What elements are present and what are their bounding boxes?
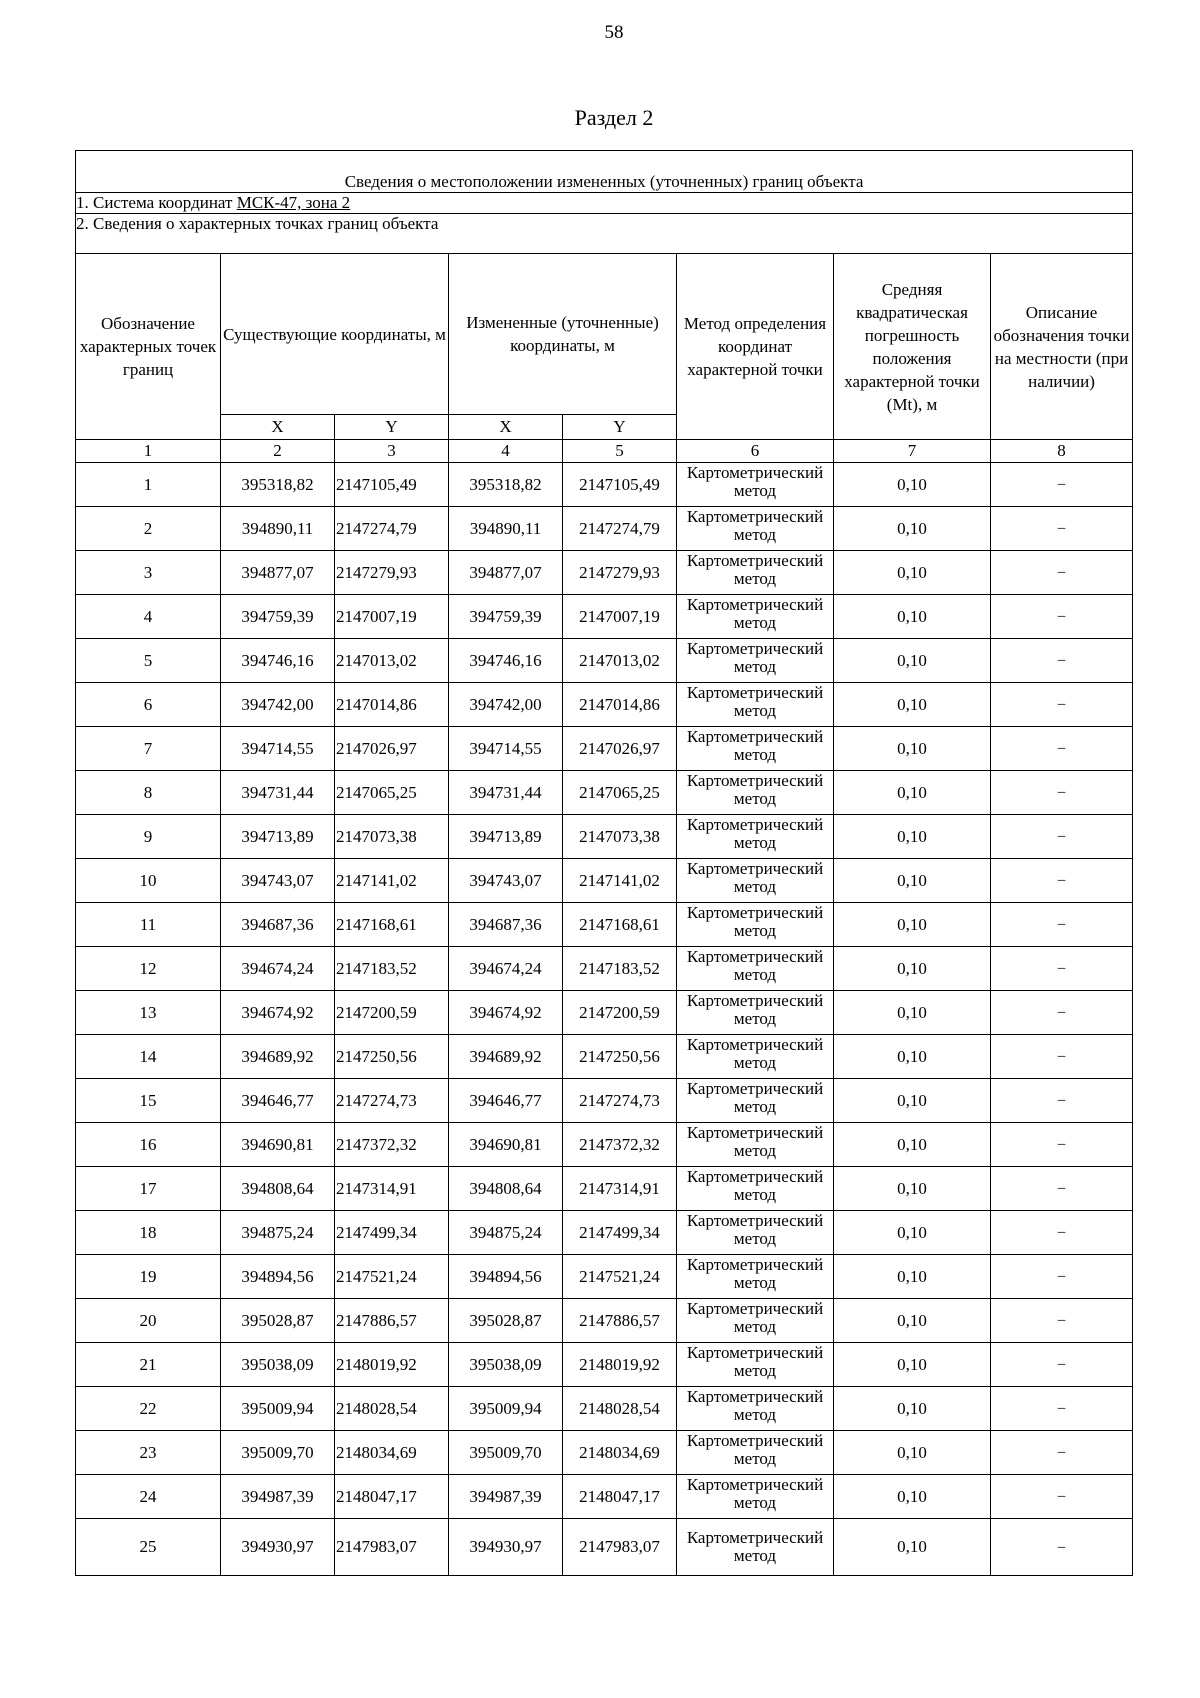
table-caption: Сведения о местоположении измененных (уточненных) границ объекта [76,151,1133,193]
existing-x-cell: 394875,24 [221,1211,335,1255]
existing-y-cell: 2147168,61 [335,903,449,947]
boundary-points-table [75,150,1133,1576]
changed-x-cell: 394689,92 [449,1035,563,1079]
point-number-cell: 2 [76,507,221,551]
method-cell: Картометрический метод [677,1431,834,1475]
existing-y-cell: 2147983,07 [335,1519,449,1576]
existing-y-cell: 2148047,17 [335,1475,449,1519]
description-cell: – [991,463,1133,507]
changed-y-cell: 2147168,61 [563,903,677,947]
existing-y-cell: 2147007,19 [335,595,449,639]
header-method: Метод определения координат характерной точки [677,254,834,440]
table-row [76,507,1133,551]
changed-x-cell: 395318,82 [449,463,563,507]
point-number-cell: 8 [76,771,221,815]
changed-y-cell: 2147007,19 [563,595,677,639]
description-cell: – [991,1387,1133,1431]
changed-y-cell: 2147026,97 [563,727,677,771]
method-cell: Картометрический метод [677,815,834,859]
mean-error-cell: 0,10 [834,463,991,507]
method-cell: Картометрический метод [677,947,834,991]
table-row [76,1299,1133,1343]
method-cell: Картометрический метод [677,595,834,639]
existing-y-cell: 2147065,25 [335,771,449,815]
column-numbers-row [76,440,1133,463]
changed-y-cell: 2147200,59 [563,991,677,1035]
table-row [76,1123,1133,1167]
existing-x-cell: 395009,94 [221,1387,335,1431]
existing-x-cell: 394713,89 [221,815,335,859]
column-number: 6 [677,440,834,463]
point-number-cell: 23 [76,1431,221,1475]
changed-x-cell: 395038,09 [449,1343,563,1387]
method-cell: Картометрический метод [677,1343,834,1387]
table-row [76,903,1133,947]
method-cell: Картометрический метод [677,1167,834,1211]
existing-x-cell: 395038,09 [221,1343,335,1387]
header-description: Описание обозначения точки на местности (при наличии) [991,254,1133,440]
method-cell: Картометрический метод [677,859,834,903]
existing-y-cell: 2147250,56 [335,1035,449,1079]
method-cell: Картометрический метод [677,463,834,507]
point-number-cell: 9 [76,815,221,859]
method-cell: Картометрический метод [677,903,834,947]
existing-x-cell: 394743,07 [221,859,335,903]
changed-x-cell: 394877,07 [449,551,563,595]
existing-y-cell: 2147183,52 [335,947,449,991]
existing-x-cell: 394674,24 [221,947,335,991]
table-row [76,1035,1133,1079]
changed-x-cell: 395009,94 [449,1387,563,1431]
point-number-cell: 16 [76,1123,221,1167]
point-number-cell: 13 [76,991,221,1035]
changed-y-cell: 2147013,02 [563,639,677,683]
changed-x-cell: 394687,36 [449,903,563,947]
changed-y-cell: 2147073,38 [563,815,677,859]
existing-y-cell: 2147314,91 [335,1167,449,1211]
existing-y-cell: 2147200,59 [335,991,449,1035]
existing-x-cell: 394714,55 [221,727,335,771]
mean-error-cell: 0,10 [834,1299,991,1343]
changed-y-cell: 2147183,52 [563,947,677,991]
description-cell: – [991,859,1133,903]
mean-error-cell: 0,10 [834,1035,991,1079]
method-cell: Картометрический метод [677,1211,834,1255]
description-cell: – [991,815,1133,859]
description-cell: – [991,1519,1133,1576]
description-cell: – [991,1211,1133,1255]
changed-y-cell: 2148019,92 [563,1343,677,1387]
point-number-cell: 1 [76,463,221,507]
existing-y-cell: 2147141,02 [335,859,449,903]
existing-x-cell: 394687,36 [221,903,335,947]
description-cell: – [991,1123,1133,1167]
changed-x-cell: 394890,11 [449,507,563,551]
point-number-cell: 17 [76,1167,221,1211]
method-cell: Картометрический метод [677,1387,834,1431]
existing-x-cell: 394894,56 [221,1255,335,1299]
changed-x-cell: 394690,81 [449,1123,563,1167]
existing-x-cell: 394731,44 [221,771,335,815]
method-cell: Картометрический метод [677,1035,834,1079]
existing-x-cell: 395318,82 [221,463,335,507]
mean-error-cell: 0,10 [834,727,991,771]
header-point-designation: Обозначение характерных точек границ [76,254,221,440]
existing-y-cell: 2147499,34 [335,1211,449,1255]
changed-x-cell: 394674,92 [449,991,563,1035]
changed-y-cell: 2147141,02 [563,859,677,903]
changed-x-cell: 394930,97 [449,1519,563,1576]
existing-x-cell: 394689,92 [221,1035,335,1079]
changed-y-cell: 2147014,86 [563,683,677,727]
coordinate-system-line [76,193,1133,214]
existing-x-cell: 394890,11 [221,507,335,551]
header-existing-x: X [221,415,335,440]
description-cell: – [991,903,1133,947]
method-cell: Картометрический метод [677,683,834,727]
table-row [76,639,1133,683]
point-number-cell: 20 [76,1299,221,1343]
changed-y-cell: 2147274,73 [563,1079,677,1123]
point-number-cell: 14 [76,1035,221,1079]
page-number: 58 [604,22,624,43]
changed-x-cell: 394759,39 [449,595,563,639]
changed-y-cell: 2148034,69 [563,1431,677,1475]
changed-y-cell: 2147274,79 [563,507,677,551]
existing-x-cell: 394930,97 [221,1519,335,1576]
table-row [76,551,1133,595]
changed-y-cell: 2148028,54 [563,1387,677,1431]
existing-x-cell: 394646,77 [221,1079,335,1123]
column-number: 8 [991,440,1133,463]
point-number-cell: 12 [76,947,221,991]
method-cell: Картометрический метод [677,1123,834,1167]
column-number: 2 [221,440,335,463]
table-row [76,463,1133,507]
existing-y-cell: 2147014,86 [335,683,449,727]
mean-error-cell: 0,10 [834,1167,991,1211]
changed-y-cell: 2147250,56 [563,1035,677,1079]
existing-x-cell: 394808,64 [221,1167,335,1211]
existing-y-cell: 2147372,32 [335,1123,449,1167]
table-row [76,683,1133,727]
header-changed-y: Y [563,415,677,440]
mean-error-cell: 0,10 [834,991,991,1035]
description-cell: – [991,1299,1133,1343]
mean-error-cell: 0,10 [834,639,991,683]
method-cell: Картометрический метод [677,1079,834,1123]
existing-y-cell: 2147013,02 [335,639,449,683]
coordinate-system-label: 1. Система координат [76,193,237,212]
table-row [76,771,1133,815]
changed-x-cell: 394875,24 [449,1211,563,1255]
changed-x-cell: 394731,44 [449,771,563,815]
description-cell: – [991,595,1133,639]
points-info-line: 2. Сведения о характерных точках границ объекта [76,214,1133,254]
point-number-cell: 3 [76,551,221,595]
changed-y-cell: 2147886,57 [563,1299,677,1343]
existing-x-cell: 395028,87 [221,1299,335,1343]
column-number: 1 [76,440,221,463]
table-row [76,595,1133,639]
point-number-cell: 24 [76,1475,221,1519]
method-cell: Картометрический метод [677,771,834,815]
description-cell: – [991,1343,1133,1387]
column-number: 3 [335,440,449,463]
description-cell: – [991,1079,1133,1123]
mean-error-cell: 0,10 [834,1387,991,1431]
changed-y-cell: 2147314,91 [563,1167,677,1211]
point-number-cell: 4 [76,595,221,639]
description-cell: – [991,947,1133,991]
column-number: 4 [449,440,563,463]
existing-x-cell: 394877,07 [221,551,335,595]
changed-y-cell: 2147983,07 [563,1519,677,1576]
mean-error-cell: 0,10 [834,551,991,595]
table-row [76,1431,1133,1475]
description-cell: – [991,1255,1133,1299]
existing-y-cell: 2148019,92 [335,1343,449,1387]
method-cell: Картометрический метод [677,991,834,1035]
existing-y-cell: 2147026,97 [335,727,449,771]
point-number-cell: 11 [76,903,221,947]
header-existing-y: Y [335,415,449,440]
description-cell: – [991,1035,1133,1079]
table-row [76,1255,1133,1299]
mean-error-cell: 0,10 [834,1343,991,1387]
changed-x-cell: 394742,00 [449,683,563,727]
changed-x-cell: 394714,55 [449,727,563,771]
changed-x-cell: 395028,87 [449,1299,563,1343]
existing-x-cell: 394759,39 [221,595,335,639]
changed-y-cell: 2147372,32 [563,1123,677,1167]
table-row [76,947,1133,991]
changed-x-cell: 394808,64 [449,1167,563,1211]
description-cell: – [991,991,1133,1035]
mean-error-cell: 0,10 [834,947,991,991]
mean-error-cell: 0,10 [834,1431,991,1475]
existing-y-cell: 2147274,79 [335,507,449,551]
table-row [76,1519,1133,1576]
description-cell: – [991,551,1133,595]
existing-y-cell: 2148034,69 [335,1431,449,1475]
method-cell: Картометрический метод [677,1519,834,1576]
point-number-cell: 25 [76,1519,221,1576]
point-number-cell: 19 [76,1255,221,1299]
changed-y-cell: 2147105,49 [563,463,677,507]
changed-x-cell: 394894,56 [449,1255,563,1299]
existing-x-cell: 394742,00 [221,683,335,727]
method-cell: Картометрический метод [677,1299,834,1343]
method-cell: Картометрический метод [677,1475,834,1519]
changed-x-cell: 394746,16 [449,639,563,683]
table-row [76,859,1133,903]
description-cell: – [991,771,1133,815]
mean-error-cell: 0,10 [834,903,991,947]
changed-x-cell: 395009,70 [449,1431,563,1475]
mean-error-cell: 0,10 [834,859,991,903]
method-cell: Картометрический метод [677,727,834,771]
mean-error-cell: 0,10 [834,595,991,639]
mean-error-cell: 0,10 [834,1079,991,1123]
column-number: 7 [834,440,991,463]
changed-x-cell: 394646,77 [449,1079,563,1123]
point-number-cell: 18 [76,1211,221,1255]
method-cell: Картометрический метод [677,507,834,551]
description-cell: – [991,1167,1133,1211]
section-title: Раздел 2 [574,105,654,130]
point-number-cell: 22 [76,1387,221,1431]
point-number-cell: 6 [76,683,221,727]
column-number: 5 [563,440,677,463]
description-cell: – [991,639,1133,683]
header-existing-coords: Существующие координаты, м [221,254,449,415]
existing-x-cell: 395009,70 [221,1431,335,1475]
changed-y-cell: 2147499,34 [563,1211,677,1255]
existing-x-cell: 394674,92 [221,991,335,1035]
point-number-cell: 5 [76,639,221,683]
existing-y-cell: 2147274,73 [335,1079,449,1123]
table-row [76,815,1133,859]
changed-x-cell: 394987,39 [449,1475,563,1519]
table-row [76,1343,1133,1387]
header-mean-error: Средняя квадратическая погрешность положения характерной точки (Мt), м [834,254,991,440]
description-cell: – [991,1475,1133,1519]
existing-y-cell: 2148028,54 [335,1387,449,1431]
table-row [76,1167,1133,1211]
description-cell: – [991,683,1133,727]
description-cell: – [991,1431,1133,1475]
method-cell: Картометрический метод [677,1255,834,1299]
table-body [76,463,1133,1576]
mean-error-cell: 0,10 [834,1255,991,1299]
changed-y-cell: 2147279,93 [563,551,677,595]
changed-x-cell: 394713,89 [449,815,563,859]
mean-error-cell: 0,10 [834,1211,991,1255]
table-row [76,1079,1133,1123]
mean-error-cell: 0,10 [834,683,991,727]
description-cell: – [991,727,1133,771]
existing-x-cell: 394746,16 [221,639,335,683]
table-row [76,727,1133,771]
changed-y-cell: 2148047,17 [563,1475,677,1519]
table-row [76,991,1133,1035]
point-number-cell: 10 [76,859,221,903]
existing-y-cell: 2147279,93 [335,551,449,595]
existing-y-cell: 2147073,38 [335,815,449,859]
description-cell: – [991,507,1133,551]
mean-error-cell: 0,10 [834,815,991,859]
point-number-cell: 21 [76,1343,221,1387]
mean-error-cell: 0,10 [834,771,991,815]
method-cell: Картометрический метод [677,551,834,595]
existing-x-cell: 394690,81 [221,1123,335,1167]
mean-error-cell: 0,10 [834,1475,991,1519]
existing-y-cell: 2147886,57 [335,1299,449,1343]
table-row [76,1211,1133,1255]
table-row [76,1387,1133,1431]
header-changed-x: X [449,415,563,440]
header-changed-coords: Измененные (уточненные) координаты, м [449,254,677,415]
method-cell: Картометрический метод [677,639,834,683]
coordinate-system-value: МСК-47, зона 2 [236,193,351,212]
changed-x-cell: 394743,07 [449,859,563,903]
existing-y-cell: 2147105,49 [335,463,449,507]
mean-error-cell: 0,10 [834,1519,991,1576]
mean-error-cell: 0,10 [834,1123,991,1167]
existing-y-cell: 2147521,24 [335,1255,449,1299]
point-number-cell: 7 [76,727,221,771]
mean-error-cell: 0,10 [834,507,991,551]
table-row [76,1475,1133,1519]
existing-x-cell: 394987,39 [221,1475,335,1519]
changed-y-cell: 2147521,24 [563,1255,677,1299]
point-number-cell: 15 [76,1079,221,1123]
changed-y-cell: 2147065,25 [563,771,677,815]
changed-x-cell: 394674,24 [449,947,563,991]
